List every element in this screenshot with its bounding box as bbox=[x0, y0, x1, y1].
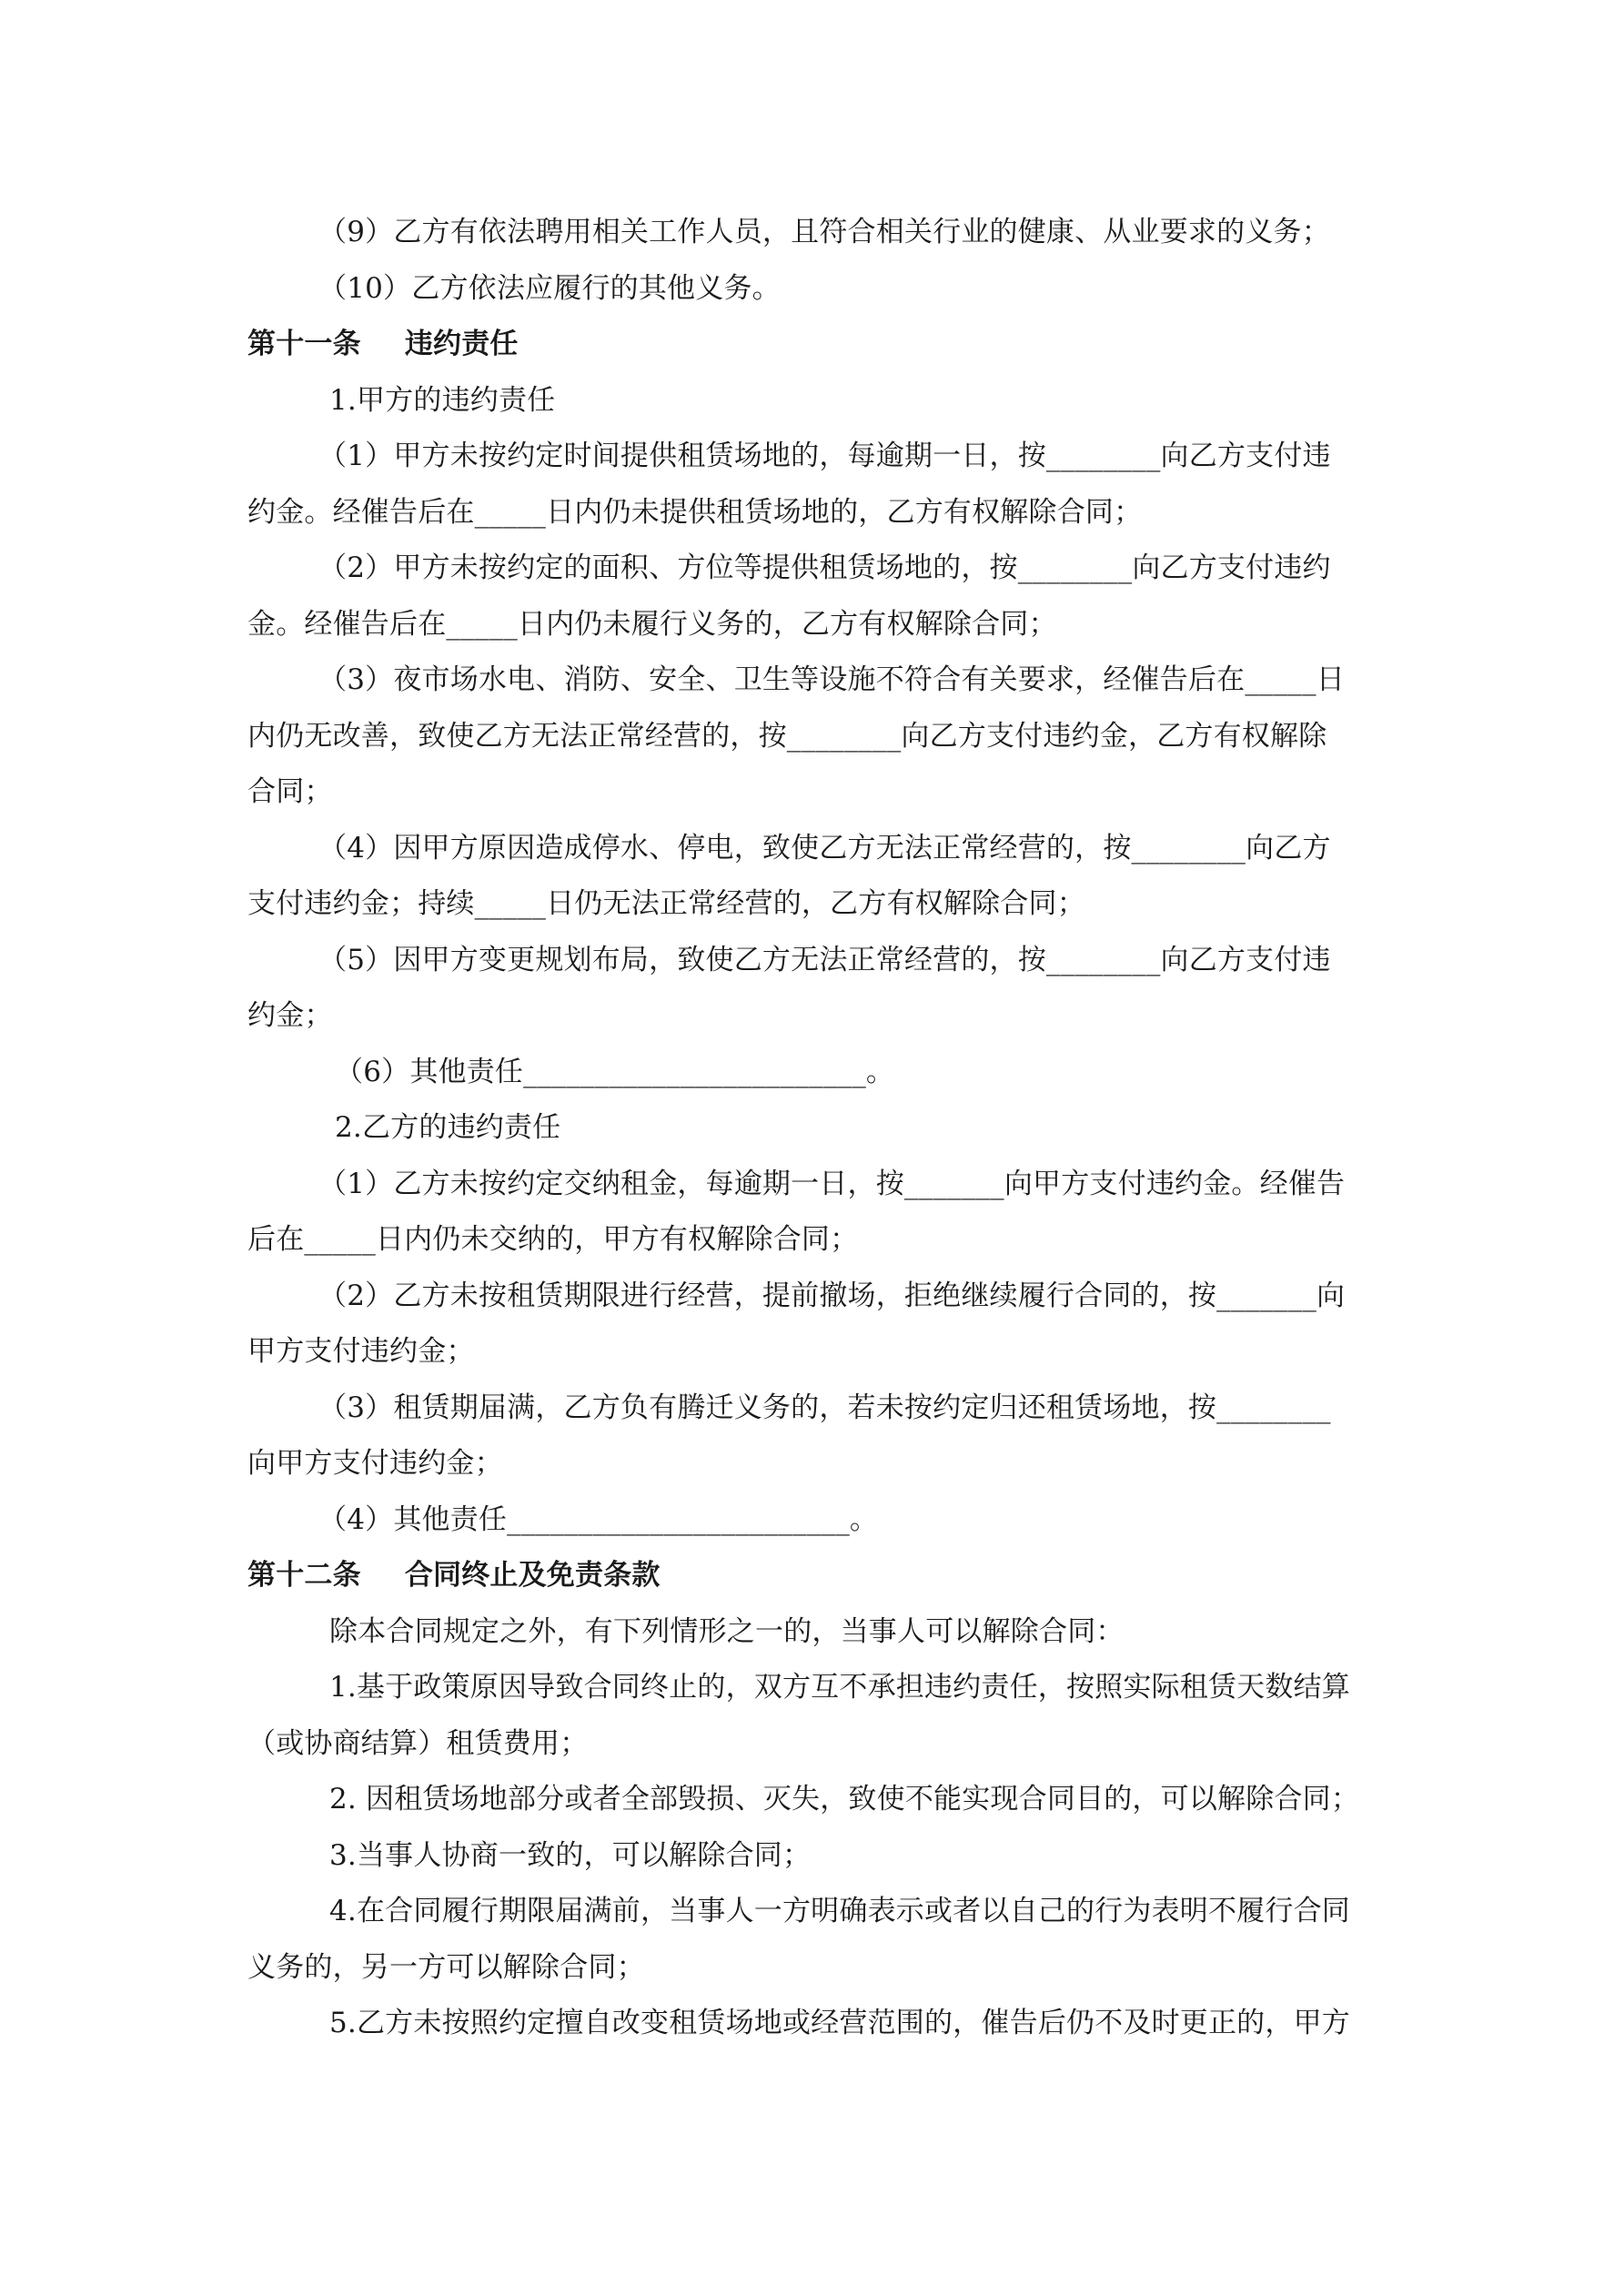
clause-line: 4.在合同履行期限届满前，当事人一方明确表示或者以自己的行为表明不履行合同 bbox=[329, 1895, 1350, 1927]
clause-line: 内仍无改善，致使乙方无法正常经营的，按________向乙方支付违约金，乙方有权解除 bbox=[247, 719, 1327, 753]
clause-line: （1）甲方未按约定时间提供租赁场地的，每逾期一日，按________向乙方支付违 bbox=[318, 440, 1331, 472]
clause-line: 约金。经催告后在_____日内仍未提供租赁场地的，乙方有权解除合同； bbox=[247, 495, 1143, 529]
clause-line: 后在_____日内仍未交纳的，甲方有权解除合同； bbox=[247, 1223, 859, 1256]
article-heading bbox=[247, 317, 1376, 373]
clause-line: （10）乙方依法应履行的其他义务。 bbox=[318, 271, 781, 305]
clause-line: （3）租赁期届满，乙方负有腾迁义务的，若未按约定归还租赁场地，按________ bbox=[318, 1391, 1331, 1424]
clause-line: 金。经催告后在_____日内仍未履行义务的，乙方有权解除合同； bbox=[247, 607, 1057, 641]
clause-line: 1.基于政策原因导致合同终止的，双方互不承担违约责任，按照实际租赁天数结算 bbox=[329, 1671, 1350, 1704]
clause-line: （9）乙方有依法聘用相关工作人员，且符合相关行业的健康、从业要求的义务； bbox=[318, 216, 1330, 248]
clause-line: （2）甲方未按约定的面积、方位等提供租赁场地的，按________向乙方支付违约 bbox=[318, 551, 1331, 584]
article-title: 违约责任 bbox=[404, 328, 519, 360]
clause-line: 3.当事人协商一致的，可以解除合同； bbox=[329, 1838, 812, 1872]
clause-line: 除本合同规定之外，有下列情形之一的，当事人可以解除合同： bbox=[329, 1614, 1125, 1648]
article-number: 第十一条 bbox=[247, 328, 361, 360]
article-number: 第十二条 bbox=[247, 1559, 361, 1592]
clause-line: （4）因甲方原因造成停水、停电，致使乙方无法正常经营的，按________向乙方 bbox=[318, 831, 1331, 865]
clause-line: 甲方支付违约金； bbox=[247, 1335, 475, 1368]
clause-line: （或协商结算）租赁费用； bbox=[247, 1726, 589, 1760]
clause-line: （5）因甲方变更规划布局，致使乙方无法正常经营的，按________向乙方支付违 bbox=[318, 943, 1331, 976]
clause-line: （6）其他责任________________________。 bbox=[335, 1055, 895, 1088]
section-label: 1.甲方的违约责任 bbox=[329, 383, 556, 417]
article-title: 合同终止及免责条款 bbox=[404, 1559, 661, 1592]
contract-page bbox=[247, 205, 1376, 2052]
clause-line: 2. 因租赁场地部分或者全部毁损、灭失，致使不能实现合同目的，可以解除合同； bbox=[329, 1783, 1360, 1816]
clause-line: 义务的，另一方可以解除合同； bbox=[247, 1950, 645, 1984]
section-label: 2.乙方的违约责任 bbox=[335, 1111, 561, 1144]
clause-line: （3）夜市场水电、消防、安全、卫生等设施不符合有关要求，经催告后在_____日 bbox=[318, 663, 1346, 696]
clause-line: 约金； bbox=[247, 999, 333, 1032]
clause-line: （2）乙方未按租赁期限进行经营，提前撤场，拒绝继续履行合同的，按_______向 bbox=[318, 1279, 1346, 1312]
clause-line: （1）乙方未按约定交纳租金，每逾期一日，按_______向甲方支付违约金。经催告 bbox=[318, 1167, 1346, 1200]
article-heading bbox=[247, 1548, 1376, 1604]
clause-line: （4）其他责任________________________。 bbox=[318, 1502, 879, 1536]
clause-line: 向甲方支付违约金； bbox=[247, 1447, 503, 1480]
clause-line: 合同； bbox=[247, 775, 333, 808]
clause-line: 5.乙方未按照约定擅自改变租赁场地或经营范围的，催告后仍不及时更正的，甲方 bbox=[329, 2007, 1350, 2039]
clause-line: 支付违约金；持续_____日仍无法正常经营的，乙方有权解除合同； bbox=[247, 887, 1085, 920]
